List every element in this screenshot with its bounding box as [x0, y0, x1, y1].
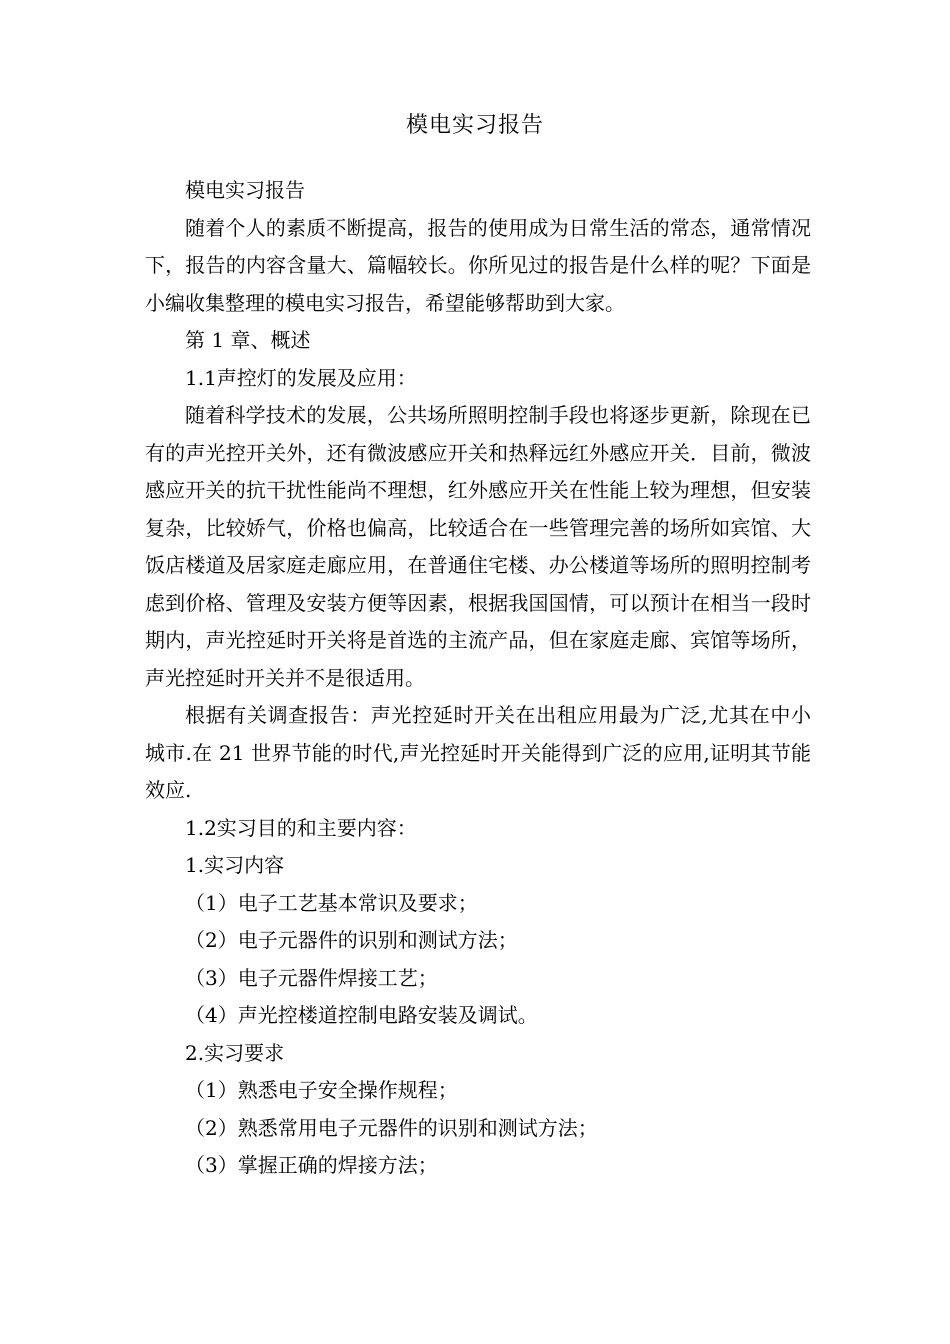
requirement-item: （2）熟悉常用电子元器件的识别和测试方法；: [185, 1115, 598, 1140]
content-heading: 1.实习内容: [185, 853, 285, 877]
content-item: （3）电子元器件焊接工艺；: [185, 965, 438, 990]
paragraph-development: 随着科学技术的发展，公共场所照明控制手段也将逐步更新，除现在已有的声光控开关外，还有微波感应开关和热释远红外感应开关．目前，微波感应开关的抗干扰性能尚不理想，红外感应开关在性能上较为理想，但安装复杂，比较娇气，价格也偏高，比较适合在一些管理完善的场所如宾馆、大饭店楼道及居家庭走廊应用，在普通住宅楼、办公楼道等场所的照明控制考虑到价格、管理及安装方便等因素，根据我国国情，可以预计在相当一段时期内，声光控延时开关将是首选的主流产品，但在家庭走廊、宾馆等场所，声光控延时开关并不是很适用。: [145, 403, 811, 690]
section-heading-1-1: 1.1声控灯的发展及应用：: [185, 365, 417, 390]
chapter-heading: 第 1 章、概述: [185, 328, 311, 352]
document-title: 模电实习报告: [405, 113, 544, 138]
paragraph-heading: 模电实习报告: [185, 178, 305, 202]
requirement-item: （3）掌握正确的焊接方法；: [185, 1153, 438, 1177]
requirements-heading: 2.实习要求: [185, 1040, 285, 1065]
paragraph-intro: 随着个人的素质不断提高，报告的使用成为日常生活的常态，通常情况下，报告的内容含量大、篇幅较长。你所见过的报告是什么样的呢？下面是小编收集整理的模电实习报告，希望能够帮助到大家。: [145, 215, 811, 315]
section-heading-1-2: 1.2实习目的和主要内容：: [185, 815, 417, 840]
requirement-item: （1）熟悉电子安全操作规程；: [185, 1078, 458, 1102]
content-item: （4）声光控楼道控制电路安装及调试。: [185, 1003, 538, 1027]
content-item: （1）电子工艺基本常识及要求；: [185, 890, 478, 915]
document-body: [145, 172, 811, 1185]
paragraph-survey: 根据有关调查报告：声光控延时开关在出租应用最为广泛,尤其在中小城市.在 21 世界节能的时代,声光控延时开关能得到广泛的应用,证明其节能效应.: [145, 703, 811, 802]
content-item: （2）电子元器件的识别和测试方法；: [185, 928, 518, 952]
